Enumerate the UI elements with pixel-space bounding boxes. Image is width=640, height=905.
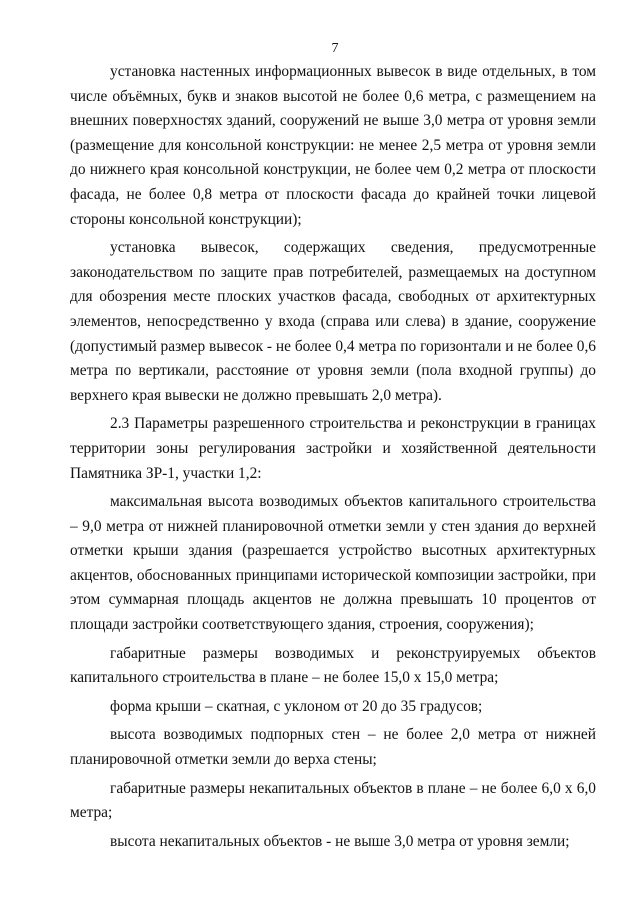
document-body: [70, 60, 596, 858]
paragraph-temporary-dimensions: габаритные размеры некапитальных объектов в плане – не более 6,0 х 6,0 метра;: [70, 779, 596, 822]
paragraph-dimensions: габаритные размеры возводимых и реконструируемых объектов капитального строительства в плане – не более 15,0 х 15,0 метра;: [70, 644, 596, 687]
paragraph-wall-signs: установка настенных информационных вывесок в виде отдельных, в том числе объёмных, букв и знаков высотой не более 0,6 метра, с размещением на внешних поверхностях зданий, сооружений не выше 3,0 метра от уровня земли (размещение для консольной конструкции: не менее 2,5 метра от уровня земли до нижнего края консольной конструкции, не более чем 0,2 метра от плоскости фасада, не более 0,8 метра от плоскости фасада до крайней точки лицевой стороны консольной конструкции);: [70, 63, 596, 228]
paragraph-consumer-signs: установка вывесок, содержащих сведения, предусмотренные законодательством по защите прав потребителей, размещаемых на доступном для обозрения месте плоских участков фасада, свободных от архитектурных элементов, непосредственно у входа (справа или слева) в здание, сооружение (допустимый размер вывесок - не более 0,4 метра по горизонтали и не более 0,6 метра по вертикали, расстояние от уровня земли (пола входной группы) до верхнего края вывески не должно превышать 2,0 метра).: [70, 239, 596, 404]
paragraph-roof-shape: форма крыши – скатная, с уклоном от 20 до 35 градусов;: [110, 697, 483, 715]
paragraph-section-2-3: 2.3 Параметры разрешенного строительства и реконструкции в границах территории зоны регулирования застройки и хозяйственной деятельности Памятника ЗР-1, участки 1,2:: [70, 415, 596, 482]
page-number: 7: [331, 41, 339, 56]
paragraph-max-height: максимальная высота возводимых объектов капитального строительства – 9,0 метра от нижней планировочной отметки земли у стен здания до верхней отметки крыши здания (разрешается устройство высотных архитектурных акцентов, обоснованных принципами исторической композиции застройки, при этом суммарная площадь акцентов не должна превышать 10 процентов от площади застройки соответствующего здания, строения, сооружения);: [70, 493, 596, 634]
paragraph-retaining-walls: высота возводимых подпорных стен – не более 2,0 метра от нижней планировочной отметки земли до верха стены;: [70, 726, 596, 769]
paragraph-temporary-height: высота некапитальных объектов - не выше 3,0 метра от уровня земли;: [110, 832, 570, 850]
